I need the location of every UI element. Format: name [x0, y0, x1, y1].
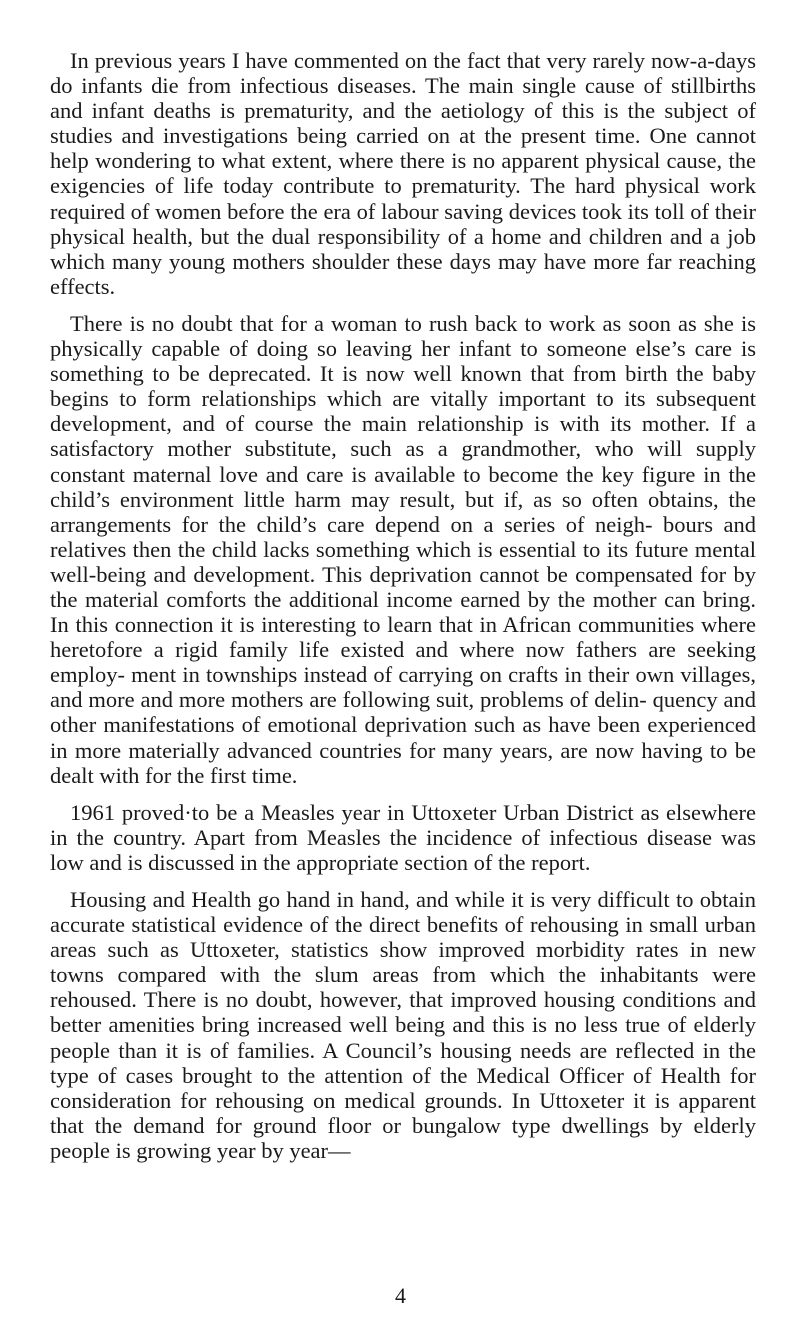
- paragraph-1: In previous years I have commented on the fact that very rarely now-a-days do infants die from infectious diseases. The main single cause of stillbirths and infant deaths is prematurity, and the aetiology of this is the subject of studies and investigations being carried on at the present time. One cannot help wondering to what extent, where there is no apparent physical cause, the exigencies of life today contribute to prematurity. The hard physical work required of women before the era of labour saving devices took its toll of their physical health, but the dual responsibility of a home and children and a job which many young mothers shoulder these days may have more far reaching effects.: [50, 48, 756, 299]
- paragraph-2: There is no doubt that for a woman to rush back to work as soon as she is physically capable of doing so leaving her infant to someone else’s care is something to be deprecated. It is now well known that from birth the baby begins to form relationships which are vitally important to its subsequent development, and of course the main relationship is with its mother. If a satisfactory mother substitute, such as a grandmother, who will supply constant maternal love and care is available to become the key figure in the child’s environment little harm may result, but if, as so often obtains, the arrangements for the child’s care depend on a series of neigh- bours and relatives then the child lacks something which is essential to its future mental well-being and development. This deprivation cannot be compensated for by the material comforts the additional income earned by the mother can bring. In this connection it is interesting to learn that in African communities where heretofore a rigid family life existed and where now fathers are seeking employ- ment in townships instead of carrying on crafts in their own villages, and more and more mothers are following suit, problems of delin- quency and other manifestations of emotional deprivation such as have been experienced in more materially advanced countries for many years, are now having to be dealt with for the first time.: [50, 310, 756, 788]
- document-body: [50, 48, 756, 1175]
- paragraph-4: Housing and Health go hand in hand, and while it is very difficult to obtain accurate statistical evidence of the direct benefits of rehousing in small urban areas such as Uttoxeter, statistics show improved morbidity rates in new towns compared with the slum areas from which the inhabitants were rehoused. There is no doubt, however, that improved housing conditions and better amenities bring increased well being and this is no less true of elderly people than it is of families. A Council’s housing needs are reflected in the type of cases brought to the attention of the Medical Officer of Health for consideration for rehousing on medical grounds. In Uttoxeter it is apparent that the demand for ground floor or bungalow type dwellings by elderly people is growing year by year—: [50, 887, 756, 1163]
- page-number: 4: [395, 1283, 406, 1308]
- paragraph-3: 1961 proved·to be a Measles year in Uttoxeter Urban District as elsewhere in the country. Apart from Measles the incidence of infectious disease was low and is discussed in the appropriate section of the report.: [50, 799, 756, 875]
